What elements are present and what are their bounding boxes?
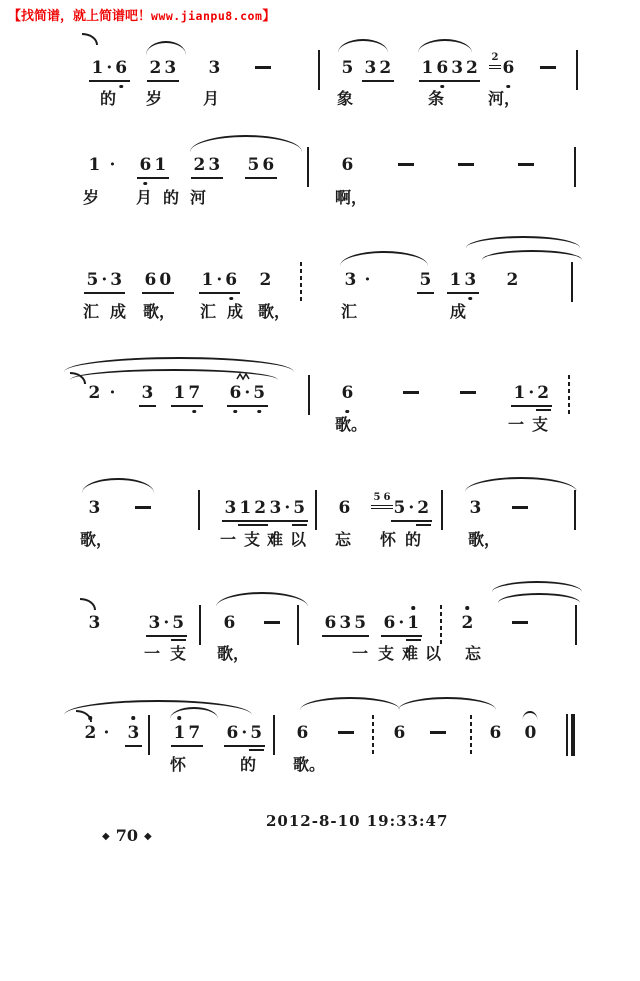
note-token bbox=[90, 57, 129, 79]
note-digit: 6 bbox=[341, 155, 354, 175]
note-digit: 3 bbox=[208, 58, 221, 78]
duration-underline bbox=[227, 405, 268, 407]
duration-underline bbox=[222, 520, 269, 522]
duration-underline bbox=[381, 635, 422, 637]
duration-underline-partial bbox=[416, 524, 431, 526]
note-digit: · bbox=[284, 498, 291, 518]
note-token bbox=[223, 497, 268, 519]
note-digit: 3 bbox=[88, 498, 101, 518]
slur-arc bbox=[338, 39, 388, 53]
final-barline-thin bbox=[566, 714, 568, 756]
note-digit: 5 bbox=[250, 723, 263, 743]
note-digit: 3 bbox=[463, 269, 478, 291]
octave-dot-above bbox=[89, 716, 93, 720]
note-token bbox=[337, 497, 352, 519]
note-digit: 6 bbox=[383, 492, 391, 503]
lyric-char: 难 bbox=[402, 646, 419, 663]
note-token bbox=[268, 497, 307, 519]
note-digit: 2 bbox=[417, 498, 430, 518]
duration-underline bbox=[125, 745, 142, 747]
duration-underline bbox=[417, 292, 434, 294]
lyric-char: 一 bbox=[508, 417, 525, 434]
lyric-char: 支 bbox=[378, 646, 395, 663]
note-token bbox=[143, 269, 173, 291]
octave-dot-above bbox=[466, 606, 470, 610]
barline bbox=[307, 147, 309, 187]
lyric-char: 汇 bbox=[83, 304, 100, 321]
note-digit: 2 bbox=[259, 270, 272, 290]
duration-underline-partial bbox=[536, 409, 551, 411]
barline bbox=[318, 50, 320, 90]
lyric-char: 岁 bbox=[83, 190, 100, 207]
note-digit: 0 bbox=[523, 722, 538, 744]
note-digit: 7 bbox=[187, 382, 202, 404]
dash-note bbox=[460, 391, 476, 394]
dash-note bbox=[512, 621, 528, 624]
duration-underline bbox=[224, 745, 265, 747]
note-digit: 2 bbox=[466, 58, 478, 78]
note-digit: 2 bbox=[460, 612, 475, 634]
duration-underline bbox=[419, 80, 480, 82]
octave-dot-below bbox=[257, 410, 261, 414]
note-token bbox=[140, 382, 155, 404]
slur-arc bbox=[340, 251, 428, 266]
duration-underline bbox=[447, 292, 479, 294]
lyric-char: 河， bbox=[488, 91, 521, 108]
duration-underline bbox=[199, 292, 240, 294]
slur-arc bbox=[492, 581, 582, 592]
note-digit: 3 bbox=[469, 498, 482, 518]
dash-note bbox=[403, 391, 419, 394]
dash-note bbox=[518, 163, 534, 166]
banner-text-close: 】 bbox=[262, 8, 276, 23]
barline bbox=[315, 490, 317, 530]
lyric-char: 月 bbox=[136, 190, 153, 207]
duration-underline bbox=[371, 508, 393, 510]
note-token bbox=[246, 154, 276, 176]
note-token bbox=[460, 612, 475, 634]
duration-underline bbox=[511, 405, 552, 407]
duration-underline-partial bbox=[249, 749, 264, 751]
note-digit: 5 bbox=[247, 155, 260, 175]
note-digit: · bbox=[163, 613, 170, 633]
note-token bbox=[200, 269, 239, 291]
barline bbox=[273, 715, 275, 755]
tie-hook-icon bbox=[80, 598, 96, 610]
lyric-char: 啊， bbox=[335, 190, 368, 207]
note-digit: · bbox=[109, 155, 116, 175]
timestamp: 2012-8-10 19:33:47 bbox=[266, 812, 449, 830]
dash-note bbox=[458, 163, 474, 166]
note-token bbox=[87, 497, 102, 519]
slur-arc bbox=[418, 39, 472, 53]
note-digit: 5 bbox=[86, 270, 99, 290]
note-token bbox=[85, 269, 124, 291]
duration-underline bbox=[146, 635, 187, 637]
note-digit: 7 bbox=[188, 723, 201, 743]
note-token bbox=[222, 612, 237, 634]
dash-note bbox=[398, 163, 414, 166]
note-digit: 6 bbox=[144, 270, 157, 290]
note-digit: 1 bbox=[91, 58, 104, 78]
note-digit: 5 bbox=[293, 498, 306, 518]
duration-underline bbox=[84, 292, 125, 294]
slur-arc bbox=[300, 697, 400, 710]
grace-note bbox=[490, 52, 500, 64]
duration-underline bbox=[89, 80, 130, 82]
note-digit: 3 bbox=[339, 613, 352, 633]
barline bbox=[198, 490, 200, 530]
note-token bbox=[363, 57, 393, 79]
octave-dot-below bbox=[234, 410, 238, 414]
note-token bbox=[382, 612, 421, 634]
barline bbox=[308, 375, 310, 415]
note-digit: 2 bbox=[83, 722, 98, 744]
duration-underline bbox=[267, 520, 308, 522]
note-digit: 2 bbox=[537, 383, 550, 403]
note-token bbox=[258, 269, 273, 291]
lyric-char: 难 bbox=[267, 532, 284, 549]
barline bbox=[574, 147, 576, 187]
duration-underline bbox=[362, 80, 394, 82]
note-token bbox=[392, 722, 407, 744]
lyric-char: 以 bbox=[290, 532, 307, 549]
note-digit: 6 bbox=[324, 613, 337, 633]
note-token bbox=[87, 154, 102, 176]
dash-note bbox=[338, 731, 354, 734]
lyric-char: 一 bbox=[144, 646, 161, 663]
note-token bbox=[87, 612, 102, 634]
note-token bbox=[207, 57, 222, 79]
note-digit: · bbox=[241, 723, 248, 743]
note-digit: 3 bbox=[451, 58, 464, 78]
slur-arc bbox=[465, 477, 577, 492]
note-digit: 1 bbox=[172, 722, 187, 744]
dashed-barline bbox=[470, 715, 472, 755]
lyric-char: 忘 bbox=[335, 532, 352, 549]
barline bbox=[297, 605, 299, 645]
lyric-char: 的 bbox=[240, 757, 257, 774]
duration-underline bbox=[171, 405, 203, 407]
note-digit: 1 bbox=[449, 270, 462, 290]
note-digit: · bbox=[103, 723, 110, 743]
dash-note bbox=[255, 66, 271, 69]
note-digit: 2 bbox=[149, 58, 162, 78]
lyric-char: 歌， bbox=[143, 304, 176, 321]
lyric-char: 一 bbox=[352, 646, 369, 663]
note-digit: 6 bbox=[340, 382, 355, 404]
note-digit: · bbox=[398, 613, 405, 633]
note-digit: 3 bbox=[269, 498, 282, 518]
lyric-char: 以 bbox=[425, 646, 442, 663]
dashed-barline bbox=[440, 605, 442, 645]
barline bbox=[574, 490, 576, 530]
banner-url: www.jianpu8.com bbox=[151, 9, 263, 23]
duration-underline bbox=[371, 505, 393, 507]
note-digit: 6 bbox=[228, 382, 243, 404]
note-digit: 1 bbox=[421, 58, 434, 78]
note-digit: 6 bbox=[262, 155, 275, 175]
note-digit: 3 bbox=[126, 722, 141, 744]
slur-arc bbox=[398, 697, 496, 710]
slur-arc bbox=[146, 41, 186, 55]
duration-underline bbox=[391, 520, 432, 522]
lyric-char: 歌， bbox=[80, 532, 113, 549]
note-token bbox=[138, 154, 168, 176]
note-digit: 2 bbox=[193, 155, 206, 175]
slur-arc bbox=[190, 135, 302, 152]
note-token bbox=[420, 57, 479, 79]
barline bbox=[575, 605, 577, 645]
note-token bbox=[363, 269, 372, 291]
octave-dot-above bbox=[411, 606, 415, 610]
note-digit: 5 bbox=[354, 613, 367, 633]
lyric-char: 成 bbox=[450, 304, 467, 321]
note-token bbox=[147, 612, 186, 634]
duration-underline bbox=[142, 292, 174, 294]
note-digit: 1 bbox=[154, 155, 167, 175]
lyric-char: 怀 bbox=[380, 532, 397, 549]
note-digit: 3 bbox=[164, 58, 177, 78]
lyric-char: 歌。 bbox=[293, 757, 326, 774]
note-digit: 5 bbox=[373, 492, 381, 503]
barline bbox=[571, 262, 573, 302]
note-digit: 3 bbox=[88, 613, 101, 633]
grace-note bbox=[372, 492, 392, 504]
note-token bbox=[340, 382, 355, 404]
lyric-char: 的 bbox=[163, 190, 180, 207]
note-token bbox=[468, 497, 483, 519]
note-token bbox=[172, 382, 202, 404]
note-digit: · bbox=[364, 270, 371, 290]
note-token bbox=[225, 722, 264, 744]
barline bbox=[199, 605, 201, 645]
note-digit: 6 bbox=[501, 57, 516, 79]
dashed-barline bbox=[568, 375, 570, 415]
duration-underline-partial bbox=[238, 524, 268, 526]
note-token bbox=[340, 154, 355, 176]
note-digit: 1 bbox=[406, 612, 421, 634]
octave-dot-below bbox=[119, 85, 123, 89]
dash-note bbox=[512, 506, 528, 509]
note-token bbox=[192, 154, 222, 176]
note-digit: 5 bbox=[341, 58, 354, 78]
lyric-char: 歌， bbox=[217, 646, 250, 663]
note-digit: · bbox=[408, 498, 415, 518]
slur-arc bbox=[82, 478, 154, 493]
note-token bbox=[108, 154, 117, 176]
note-digit: 6 bbox=[138, 154, 153, 176]
page-ornament-left-icon: ◆ bbox=[102, 831, 110, 842]
note-digit: 3 bbox=[110, 270, 123, 290]
lyric-char: 歌。 bbox=[335, 417, 368, 434]
lyric-char: 河 bbox=[190, 190, 207, 207]
duration-underline bbox=[171, 745, 203, 747]
note-digit: · bbox=[528, 383, 535, 403]
slur-arc bbox=[466, 236, 580, 248]
note-token bbox=[340, 57, 355, 79]
page-number bbox=[96, 826, 158, 845]
note-token bbox=[83, 722, 98, 744]
note-token bbox=[418, 269, 433, 291]
lyric-char: 象 bbox=[337, 91, 354, 108]
note-digit: · bbox=[101, 270, 108, 290]
page-number-value: 70 bbox=[115, 826, 138, 845]
note-digit: · bbox=[244, 383, 251, 403]
duration-underline bbox=[489, 65, 501, 67]
lyric-char: 支 bbox=[532, 417, 549, 434]
duration-underline bbox=[245, 177, 277, 179]
duration-underline bbox=[147, 80, 179, 82]
tie-hook-icon bbox=[82, 33, 98, 45]
note-token bbox=[295, 722, 310, 744]
note-digit: 6 bbox=[435, 57, 450, 79]
note-digit: 6 bbox=[224, 269, 239, 291]
note-token bbox=[488, 722, 503, 744]
note-digit: 5 bbox=[172, 613, 185, 633]
note-digit: 3 bbox=[224, 498, 237, 518]
lyric-char: 歌， bbox=[258, 304, 291, 321]
note-digit: 2 bbox=[88, 383, 101, 403]
note-digit: 5 bbox=[419, 270, 432, 290]
note-digit: 2 bbox=[506, 270, 519, 290]
lyric-char: 忘 bbox=[465, 646, 482, 663]
note-digit: 3 bbox=[141, 383, 154, 403]
note-token bbox=[512, 382, 551, 404]
note-digit: 3 bbox=[148, 613, 161, 633]
lyric-char: 成 bbox=[227, 304, 244, 321]
note-digit: 6 bbox=[296, 723, 309, 743]
barline bbox=[148, 715, 150, 755]
note-token bbox=[501, 57, 516, 79]
note-digit: 2 bbox=[491, 52, 499, 63]
note-token bbox=[323, 612, 368, 634]
note-token bbox=[126, 722, 141, 744]
note-digit: 6 bbox=[223, 613, 236, 633]
lyric-char: 歌， bbox=[468, 532, 501, 549]
note-digit: 6 bbox=[393, 723, 406, 743]
slur-arc bbox=[64, 700, 252, 715]
duration-underline-partial bbox=[292, 524, 307, 526]
note-token bbox=[228, 382, 267, 404]
note-digit: 1 bbox=[88, 155, 101, 175]
duration-underline bbox=[139, 405, 156, 407]
lyric-char: 岁 bbox=[146, 91, 163, 108]
note-token bbox=[87, 382, 102, 404]
note-token bbox=[102, 722, 111, 744]
lyric-char: 汇 bbox=[341, 304, 358, 321]
octave-dot-below bbox=[469, 297, 473, 301]
barline bbox=[576, 50, 578, 90]
fermata-icon bbox=[523, 711, 538, 720]
dash-note bbox=[540, 66, 556, 69]
note-token bbox=[148, 57, 178, 79]
note-digit: 3 bbox=[364, 58, 377, 78]
lyric-char: 的 bbox=[405, 532, 422, 549]
page-ornament-right-icon: ◆ bbox=[143, 831, 152, 842]
note-digit: · bbox=[109, 383, 116, 403]
note-digit: 1 bbox=[513, 383, 526, 403]
barline bbox=[441, 490, 443, 530]
duration-underline bbox=[322, 635, 369, 637]
lyric-char: 成 bbox=[110, 304, 127, 321]
note-token bbox=[448, 269, 478, 291]
slur-arc bbox=[216, 592, 308, 607]
octave-dot-above bbox=[132, 716, 136, 720]
note-digit: 1 bbox=[201, 270, 214, 290]
note-token bbox=[505, 269, 520, 291]
lyric-char: 一 bbox=[220, 532, 237, 549]
note-digit: 6 bbox=[383, 613, 396, 633]
lyric-char: 支 bbox=[170, 646, 187, 663]
slur-arc bbox=[498, 593, 580, 603]
slur-arc bbox=[482, 250, 582, 260]
octave-dot-below bbox=[193, 410, 197, 414]
banner-text-cn: 【找简谱，就上简谱吧！ bbox=[8, 8, 152, 23]
lyric-char: 条 bbox=[428, 91, 445, 108]
note-digit: 0 bbox=[159, 270, 172, 290]
note-digit: 5 bbox=[393, 498, 406, 518]
duration-underline bbox=[489, 68, 501, 70]
lyric-char: 怀 bbox=[170, 757, 187, 774]
note-digit: 6 bbox=[338, 498, 351, 518]
dash-note bbox=[430, 731, 446, 734]
dashed-barline bbox=[372, 715, 374, 755]
note-digit: 1 bbox=[239, 498, 252, 518]
lyric-char: 汇 bbox=[200, 304, 217, 321]
lyric-char: 支 bbox=[244, 532, 261, 549]
note-token bbox=[392, 497, 431, 519]
note-token bbox=[523, 722, 538, 744]
note-digit: · bbox=[106, 58, 113, 78]
note-digit: · bbox=[216, 270, 223, 290]
note-token bbox=[108, 382, 117, 404]
duration-underline bbox=[137, 177, 169, 179]
duration-underline bbox=[191, 177, 223, 179]
note-digit: 3 bbox=[208, 155, 221, 175]
note-digit: 6 bbox=[226, 723, 239, 743]
note-digit: 2 bbox=[379, 58, 392, 78]
lyric-char: 月 bbox=[203, 91, 220, 108]
note-digit: 5 bbox=[252, 382, 267, 404]
note-token bbox=[343, 269, 358, 291]
lyric-char: 的 bbox=[100, 91, 117, 108]
note-digit: 1 bbox=[173, 383, 186, 403]
note-digit: 6 bbox=[489, 723, 502, 743]
note-digit: 3 bbox=[344, 270, 357, 290]
dash-note bbox=[264, 621, 280, 624]
note-digit: 2 bbox=[254, 498, 267, 518]
dash-note bbox=[135, 506, 151, 509]
final-barline-thick bbox=[571, 714, 575, 756]
note-token bbox=[172, 722, 202, 744]
note-digit: 6 bbox=[114, 57, 129, 79]
dashed-barline bbox=[300, 262, 302, 302]
